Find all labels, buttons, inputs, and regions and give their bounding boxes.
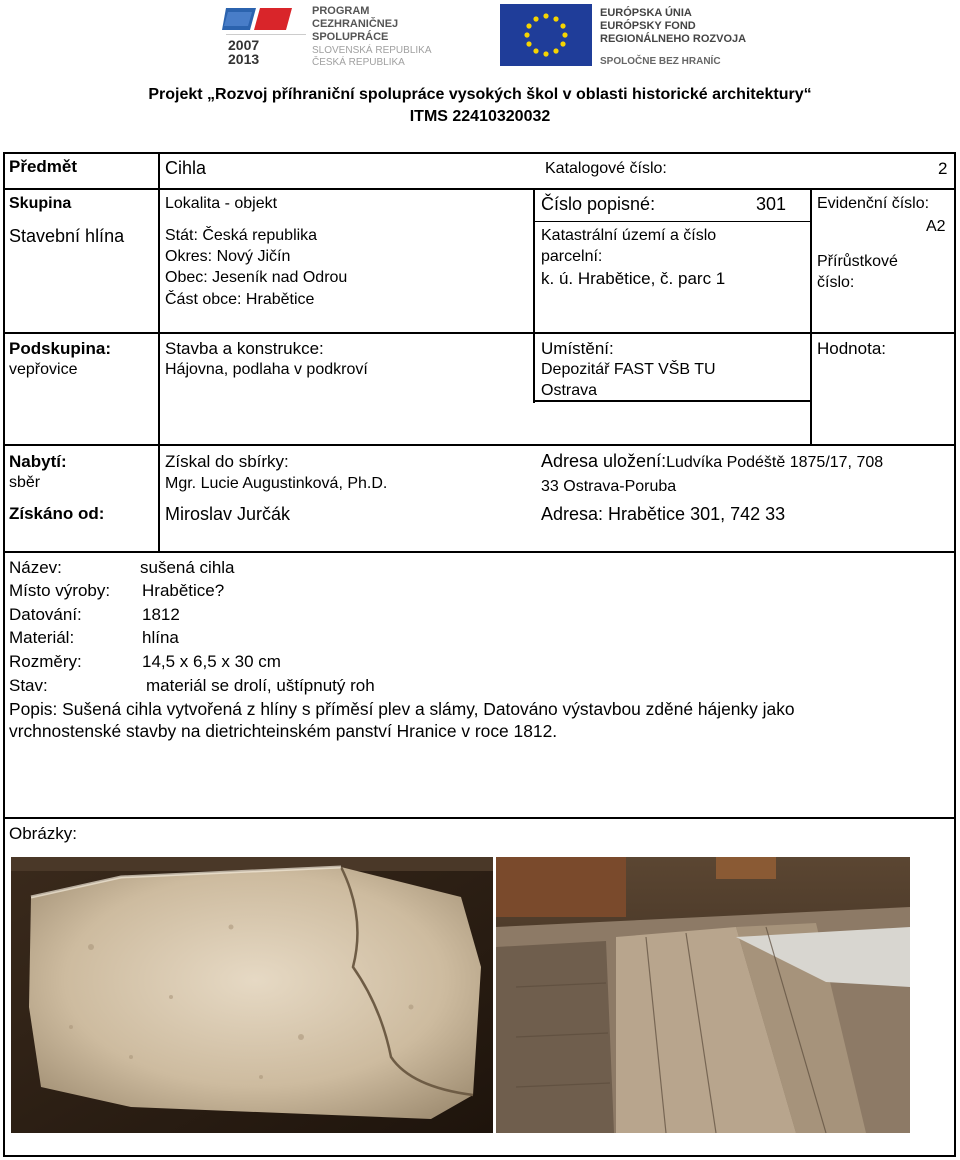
lokalita-okres: Okres: Nový Jičín xyxy=(165,248,291,265)
katalog-value: 2 xyxy=(938,159,948,178)
umisteni-label: Umístění: xyxy=(541,339,614,358)
eu-line-unia: EURÓPSKA ÚNIA xyxy=(600,7,692,19)
evidencni-value: A2 xyxy=(926,218,946,235)
eu-line-rozvoj: REGIONÁLNEHO ROZVOJA xyxy=(600,33,747,45)
logo-year-bottom: 2013 xyxy=(228,51,260,67)
obrazky-label: Obrázky: xyxy=(9,824,78,843)
stavba-value: Hájovna, podlaha v podkroví xyxy=(165,361,368,378)
eu-motto: SPOLOČNE BEZ HRANÍC xyxy=(600,56,721,67)
nazev-value: sušená cihla xyxy=(140,558,235,577)
predmet-value: Cihla xyxy=(165,158,207,178)
adresa-value: Adresa: Hrabětice 301, 742 33 xyxy=(541,504,786,524)
stav-value: materiál se drolí, uštípnutý roh xyxy=(146,676,375,695)
cislo-popisne-value: 301 xyxy=(756,194,787,214)
popis-line-2: vrchnostenské stavby na dietrichteinském panství Hranice v roce 1812. xyxy=(9,721,558,741)
stavba-label: Stavba a konstrukce: xyxy=(165,339,324,358)
project-title: Projekt „Rozvoj příhraniční spolupráce vysokých škol v oblasti historické architektury“ xyxy=(148,86,812,103)
prirustkove-label-1: Přírůstkové xyxy=(817,253,898,270)
material-value: hlína xyxy=(142,628,179,647)
attic-floor-photo-image xyxy=(496,857,910,1133)
katalog-label: Katalogové číslo: xyxy=(545,160,667,177)
rozmery-label: Rozměry: xyxy=(9,652,82,671)
katastr-label-1: Katastrální území a číslo xyxy=(541,227,717,244)
eu-logo xyxy=(500,4,770,68)
stav-label: Stav: xyxy=(9,676,48,695)
hodnota-label: Hodnota: xyxy=(817,339,886,358)
lokalita-label: Lokalita - objekt xyxy=(165,195,278,212)
lokalita-cast-obce: Část obce: Hrabětice xyxy=(165,291,315,308)
brick-photo xyxy=(11,857,493,1133)
program-logo xyxy=(222,4,462,68)
evidencni-label: Evidenční číslo: xyxy=(817,195,930,212)
logo-line-cezhranicnej: CEZHRANIČNEJ xyxy=(312,18,399,30)
logo-year-top: 2007 xyxy=(228,37,260,53)
popis-line-1: Popis: Sušená cihla vytvořená z hlíny s příměsí plev a slámy, Datováno výstavbou zděné hájenky jako xyxy=(9,699,795,719)
eu-flag-icon xyxy=(500,4,592,66)
skupina-value: Stavební hlína xyxy=(9,226,125,246)
misto-vyroby-label: Místo výroby: xyxy=(9,581,111,600)
adresa-ulozeni-line-1: Ludvíka Podéště 1875/17, 708 xyxy=(666,454,884,471)
adresa-ulozeni xyxy=(541,451,883,473)
misto-vyroby-value: Hrabětice? xyxy=(142,581,225,600)
attic-floor-photo xyxy=(496,857,910,1133)
logo-line-program: PROGRAM xyxy=(312,5,370,17)
eu-line-fond: EURÓPSKY FOND xyxy=(600,20,696,32)
logo-line-spoluprace: SPOLUPRÁCE xyxy=(312,31,389,43)
cislo-popisne-label: Číslo popisné: xyxy=(541,194,656,214)
prirustkove-label-2: číslo: xyxy=(817,274,855,291)
project-itms: ITMS 22410320032 xyxy=(409,108,551,125)
podskupina-value: vepřovice xyxy=(9,361,78,378)
umisteni-line-2: Ostrava xyxy=(541,382,598,399)
lokalita-stat: Stát: Česká republika xyxy=(165,227,318,244)
nazev-label: Název: xyxy=(9,558,62,577)
podskupina-label: Podskupina: xyxy=(9,339,112,358)
adresa-ulozeni-label: Adresa uložení: xyxy=(541,451,667,471)
ziskal-label: Získal do sbírky: xyxy=(165,452,289,471)
adresa-ulozeni-line-2: 33 Ostrava-Poruba xyxy=(541,478,677,495)
ziskano-od-label: Získáno od: xyxy=(9,504,105,523)
logo-line-cr: ČESKÁ REPUBLIKA xyxy=(312,57,405,68)
nabyti-value: sběr xyxy=(9,474,41,491)
logo-line-sr: SLOVENSKÁ REPUBLIKA xyxy=(312,45,432,56)
nabyti-label: Nabytí: xyxy=(9,452,67,471)
katastr-value: k. ú. Hrabětice, č. parc 1 xyxy=(541,269,726,288)
predmet-label: Předmět xyxy=(9,157,78,176)
ziskano-od-value: Miroslav Jurčák xyxy=(165,504,291,524)
skupina-label: Skupina xyxy=(9,195,72,212)
rozmery-value: 14,5 x 6,5 x 30 cm xyxy=(142,652,281,671)
datovani-label: Datování: xyxy=(9,605,82,624)
katastr-label-2: parcelní: xyxy=(541,248,603,265)
umisteni-line-1: Depozitář FAST VŠB TU xyxy=(541,361,716,378)
lokalita-obec: Obec: Jeseník nad Odrou xyxy=(165,269,348,286)
material-label: Materiál: xyxy=(9,628,75,647)
brick-photo-image xyxy=(11,857,493,1133)
datovani-value: 1812 xyxy=(142,605,180,624)
ziskal-value: Mgr. Lucie Augustinková, Ph.D. xyxy=(165,475,388,492)
